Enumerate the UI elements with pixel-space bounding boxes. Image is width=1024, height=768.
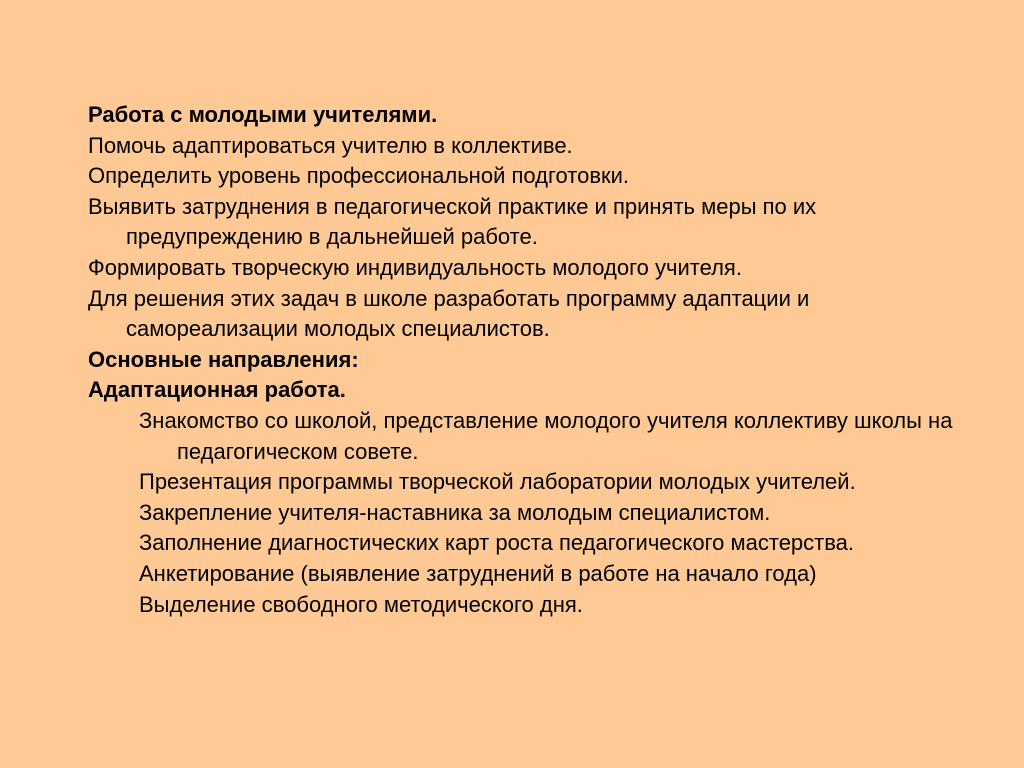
sub-list-item: Знакомство со школой, представление молодого учителя коллективу школы на педагогическом совете.: [139, 407, 953, 464]
sub-list-item: Заполнение диагностических карт роста педагогического мастерства.: [139, 530, 855, 556]
text-line: Для решения этих задач в школе разработать программу адаптации и самореализации молодых специалистов.: [88, 285, 810, 342]
heading-main-directions: Основные направления:: [88, 346, 359, 372]
text-line: Помочь адаптироваться учителю в коллективе.: [88, 132, 573, 158]
sub-list-item: Закрепление учителя-наставника за молодым специалистом.: [139, 499, 771, 525]
text-line: Выявить затруднения в педагогической практике и принять меры по их предупреждению в дальнейшей работе.: [88, 193, 817, 250]
sub-list-item: Анкетирование (выявление затруднений в работе на начало года): [139, 560, 817, 586]
heading-adaptation-work: Адаптационная работа.: [88, 377, 346, 403]
sub-list-item: Выделение свободного методического дня.: [139, 591, 583, 617]
text-line: Формировать творческую индивидуальность молодого учителя.: [88, 254, 742, 280]
slide-text-block: [88, 100, 968, 620]
sub-list-item: Презентация программы творческой лаборатории молодых учителей.: [139, 469, 856, 495]
text-line: Определить уровень профессиональной подготовки.: [88, 163, 630, 189]
heading-work-with-young-teachers: Работа с молодыми учителями.: [88, 102, 438, 127]
